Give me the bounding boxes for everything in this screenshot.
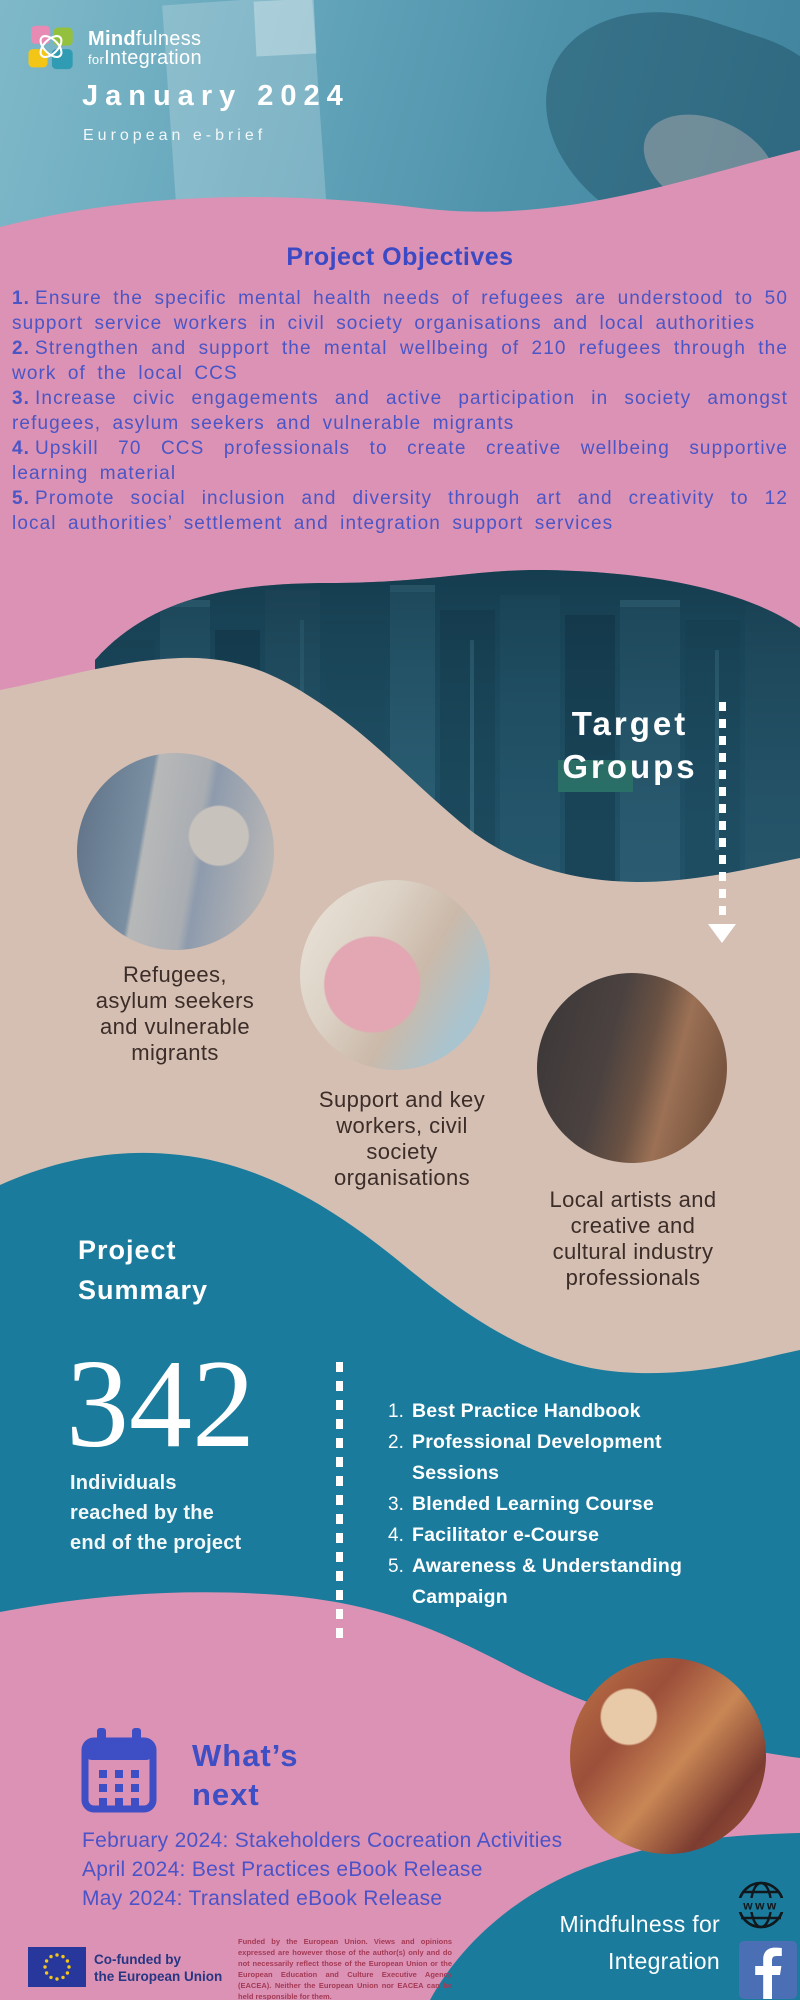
target-group-caption: Local artists and creative and cultural industry professionals (549, 1187, 717, 1290)
objective-item: 2. Strengthen and support the mental wellbeing of 210 refugees through the work of the local CCS (12, 338, 788, 384)
dotted-arrow-line (719, 702, 726, 920)
target-groups-title: Target Groups (562, 705, 698, 785)
issue-title: January 2024 (82, 80, 350, 112)
event-item: May 2024: Translated eBook Release (82, 1887, 443, 1910)
website-www-icon[interactable] (735, 1878, 787, 1932)
deliverable-item: 4. Facilitator e-Course (388, 1524, 600, 1546)
photo-refugee-women-circle (77, 753, 274, 950)
upcoming-events-list (82, 1826, 702, 1913)
project-summary-title: Project Summary (78, 1235, 209, 1305)
footer-brand-name: Mindfulness for Integration (559, 1911, 720, 1974)
photo-support-worker-circle (300, 880, 490, 1070)
svg-text:www: www (743, 1898, 779, 1913)
deliverable-item: 1. Best Practice Handbook (388, 1400, 641, 1422)
calendar-icon (80, 1726, 158, 1816)
photo-community-group-circle (570, 1658, 766, 1854)
deliverable-item: 5. Awareness & Understanding Campaign (388, 1555, 683, 1608)
stat-label: Individuals reached by the end of the project (70, 1472, 242, 1554)
arrow-down-icon (708, 924, 736, 943)
eu-flag-icon (28, 1947, 86, 1987)
mindfulness-logo-icon (25, 24, 77, 76)
objective-item: 4. Upskill 70 CCS professionals to create creative wellbeing supportive learning material (12, 438, 788, 484)
objective-item: 1. Ensure the specific mental health needs of refugees are understood to 50 support service workers in civil society organisations and local authorities (12, 288, 788, 334)
individuals-reached-stat: 342 (66, 1335, 255, 1474)
deliverable-item: 2. Professional Development Sessions (388, 1431, 662, 1484)
issue-subtitle: European e-brief (83, 127, 267, 144)
facebook-icon[interactable] (739, 1941, 797, 1999)
event-item: February 2024: Stakeholders Cocreation Activities (82, 1829, 563, 1852)
target-group-caption: Refugees, asylum seekers and vulnerable migrants (95, 962, 255, 1065)
deliverables-list (388, 1396, 698, 1613)
target-group-caption: Support and key workers, civil society organisations (318, 1087, 486, 1190)
objective-item: 5. Promote social inclusion and diversity through art and creativity to 12 local authorities’ settlement and integration support services (12, 488, 788, 534)
dotted-divider (336, 1362, 343, 1647)
objectives-list (12, 286, 788, 536)
deliverable-item: 3. Blended Learning Course (388, 1493, 654, 1515)
objectives-title: Project Objectives (286, 243, 514, 271)
eu-cofunded-label: Co-funded by the European Union (94, 1952, 223, 1984)
photo-artist-sculpting-circle (537, 973, 727, 1163)
event-item: April 2024: Best Practices eBook Release (82, 1858, 483, 1881)
eu-disclaimer-text: Funded by the European Union. Views and opinions expressed are however those of the author(s) only and do not necessarily reflect those of the European Union or the European Education and Culture Executive Agency (EACEA). Neither the European Union nor EACEA can be held responsible for them. (238, 1937, 452, 2000)
objective-item: 3. Increase civic engagements and active participation in society amongst refugees, asylum seekers and vulnerable migrants (12, 388, 788, 434)
whats-next-title: What’s next (192, 1738, 299, 1812)
brand-wordmark: Mindfulness forIntegration (88, 28, 202, 69)
